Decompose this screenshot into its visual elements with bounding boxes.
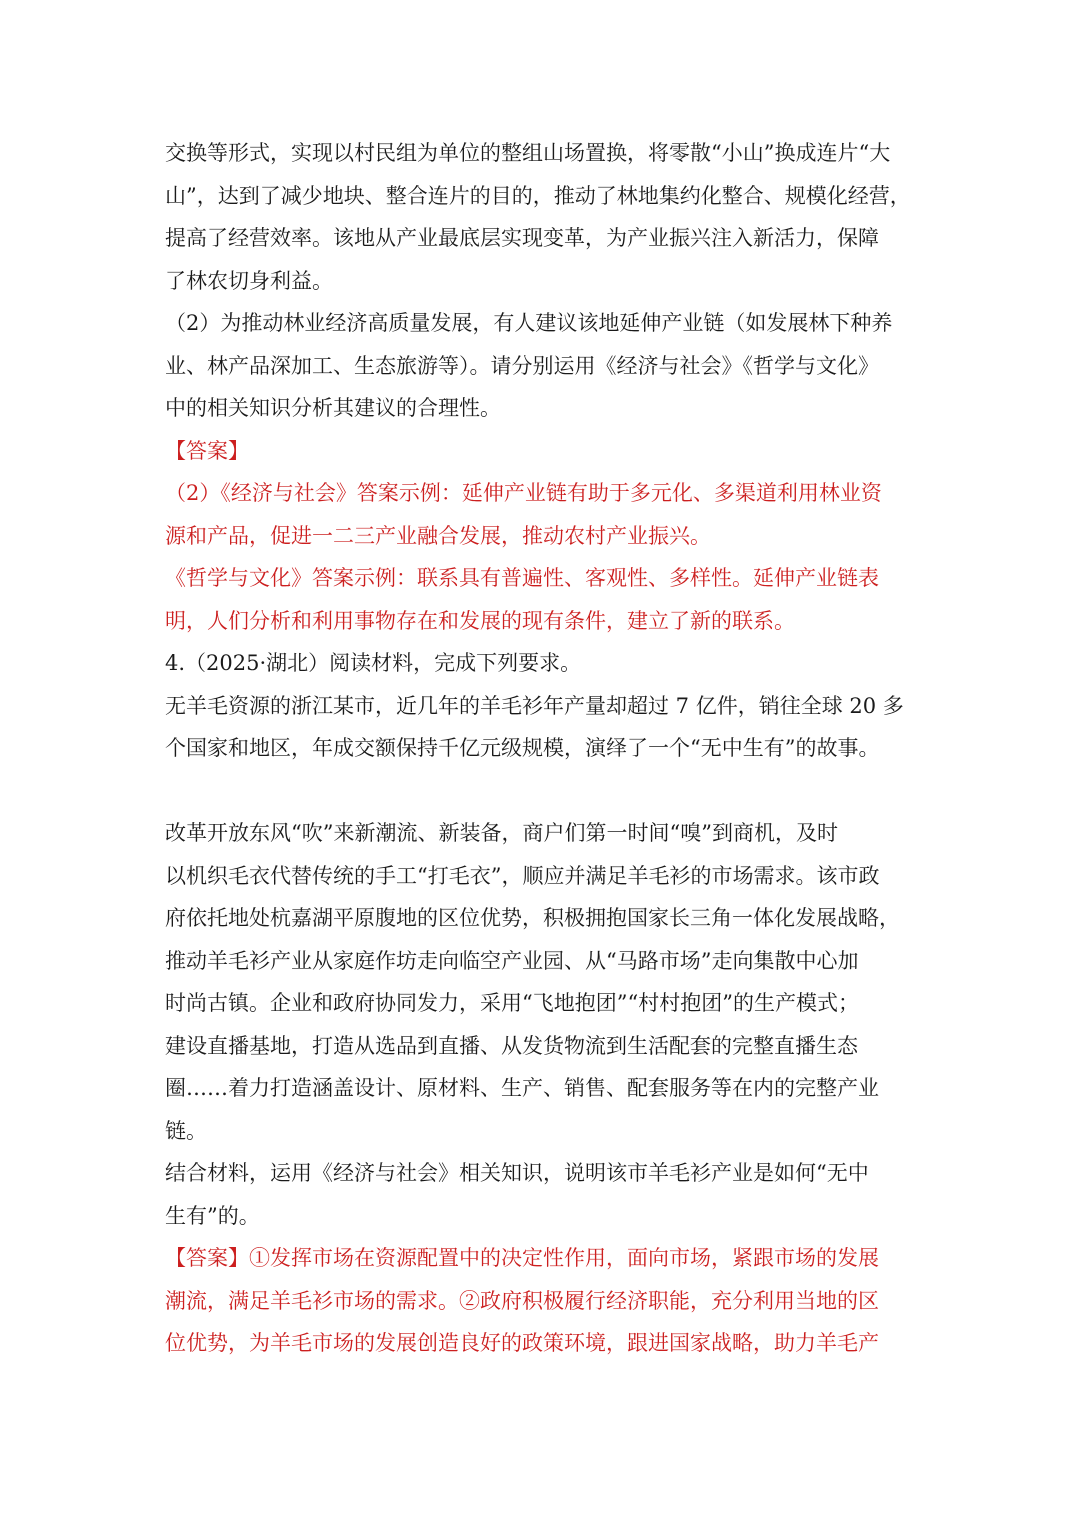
answer-line: 潮流，满足羊毛衫市场的需求。②政府积极履行经济职能，充分利用当地的区 bbox=[165, 1288, 879, 1313]
question-2 bbox=[165, 302, 925, 430]
text-line: 中的相关知识分析其建议的合理性。 bbox=[165, 396, 501, 420]
text-line: 山”，达到了减少地块、整合连片的目的，推动了林地集约化整合、规模化经营， bbox=[165, 183, 911, 208]
text-line: 以机织毛衣代替传统的手工“打毛衣”，顺应并满足羊毛衫的市场需求。该市政 bbox=[165, 863, 880, 888]
answer-line: （2）《经济与社会》答案示例：延伸产业链有助于多元化、多渠道利用林业资 bbox=[165, 481, 882, 505]
text-line: 推动羊毛衫产业从家庭作坊走向临空产业园、从“马路市场”走向集散中心加 bbox=[165, 948, 859, 973]
text-line: 无羊毛资源的浙江某市，近几年的羊毛衫年产量却超过 7 亿件，销往全球 20 多 bbox=[165, 693, 904, 718]
text-line: 生有”的。 bbox=[165, 1203, 260, 1228]
question-header: 4.（2025·湖北）阅读材料，完成下列要求。 bbox=[165, 651, 582, 675]
answer-line: 明，人们分析和利用事物存在和发展的现有条件，建立了新的联系。 bbox=[165, 608, 795, 633]
text-line: 了林农切身利益。 bbox=[165, 268, 333, 293]
text-line: 提高了经营效率。该地从产业最底层实现变革，为产业振兴注入新活力，保障 bbox=[165, 226, 879, 250]
question-4 bbox=[165, 642, 925, 1365]
text-line: （2）为推动林业经济高质量发展，有人建议该地延伸产业链（如发展林下种养 bbox=[165, 311, 893, 335]
answer-block-1 bbox=[165, 430, 925, 643]
text-line: 交换等形式，实现以村民组为单位的整组山场置换，将零散“小山”换成连片“大 bbox=[165, 141, 891, 165]
text-line: 建设直播基地，打造从选品到直播、从发货物流到生活配套的完整直播生态 bbox=[165, 1033, 858, 1058]
answer-label: 【答案】 bbox=[165, 438, 249, 463]
text-line: 链。 bbox=[165, 1118, 207, 1143]
text-line: 改革开放东风“吹”来新潮流、新装备，商户们第一时间“嗅”到商机，及时 bbox=[165, 821, 838, 845]
answer-line: 位优势，为羊毛市场的发展创造良好的政策环境，跟进国家战略，助力羊毛产 bbox=[165, 1331, 879, 1355]
text-line: 个国家和地区，年成交额保持千亿元级规模，演绎了一个“无中生有”的故事。 bbox=[165, 736, 880, 760]
answer-line: 【答案】①发挥市场在资源配置中的决定性作用，面向市场，紧跟市场的发展 bbox=[165, 1246, 879, 1270]
paragraph-context bbox=[165, 132, 925, 302]
document-body bbox=[165, 132, 925, 1365]
text-line: 业、林产品深加工、生态旅游等）。请分别运用《经济与社会》《哲学与文化》 bbox=[165, 353, 879, 378]
text-line: 府依托地处杭嘉湖平原腹地的区位优势，积极拥抱国家长三角一体化发展战略， bbox=[165, 906, 900, 930]
blank-line bbox=[165, 770, 925, 813]
answer-line: 《哲学与文化》答案示例：联系具有普遍性、客观性、多样性。延伸产业链表 bbox=[165, 566, 879, 590]
text-line: 圈……着力打造涵盖设计、原材料、生产、销售、配套服务等在内的完整产业 bbox=[165, 1076, 879, 1100]
text-line: 时尚古镇。企业和政府协同发力，采用“飞地抱团”“村村抱团”的生产模式； bbox=[165, 991, 859, 1015]
answer-line: 源和产品，促进一二三产业融合发展，推动农村产业振兴。 bbox=[165, 523, 711, 548]
text-line: 结合材料，运用《经济与社会》相关知识，说明该市羊毛衫产业是如何“无中 bbox=[165, 1161, 869, 1185]
